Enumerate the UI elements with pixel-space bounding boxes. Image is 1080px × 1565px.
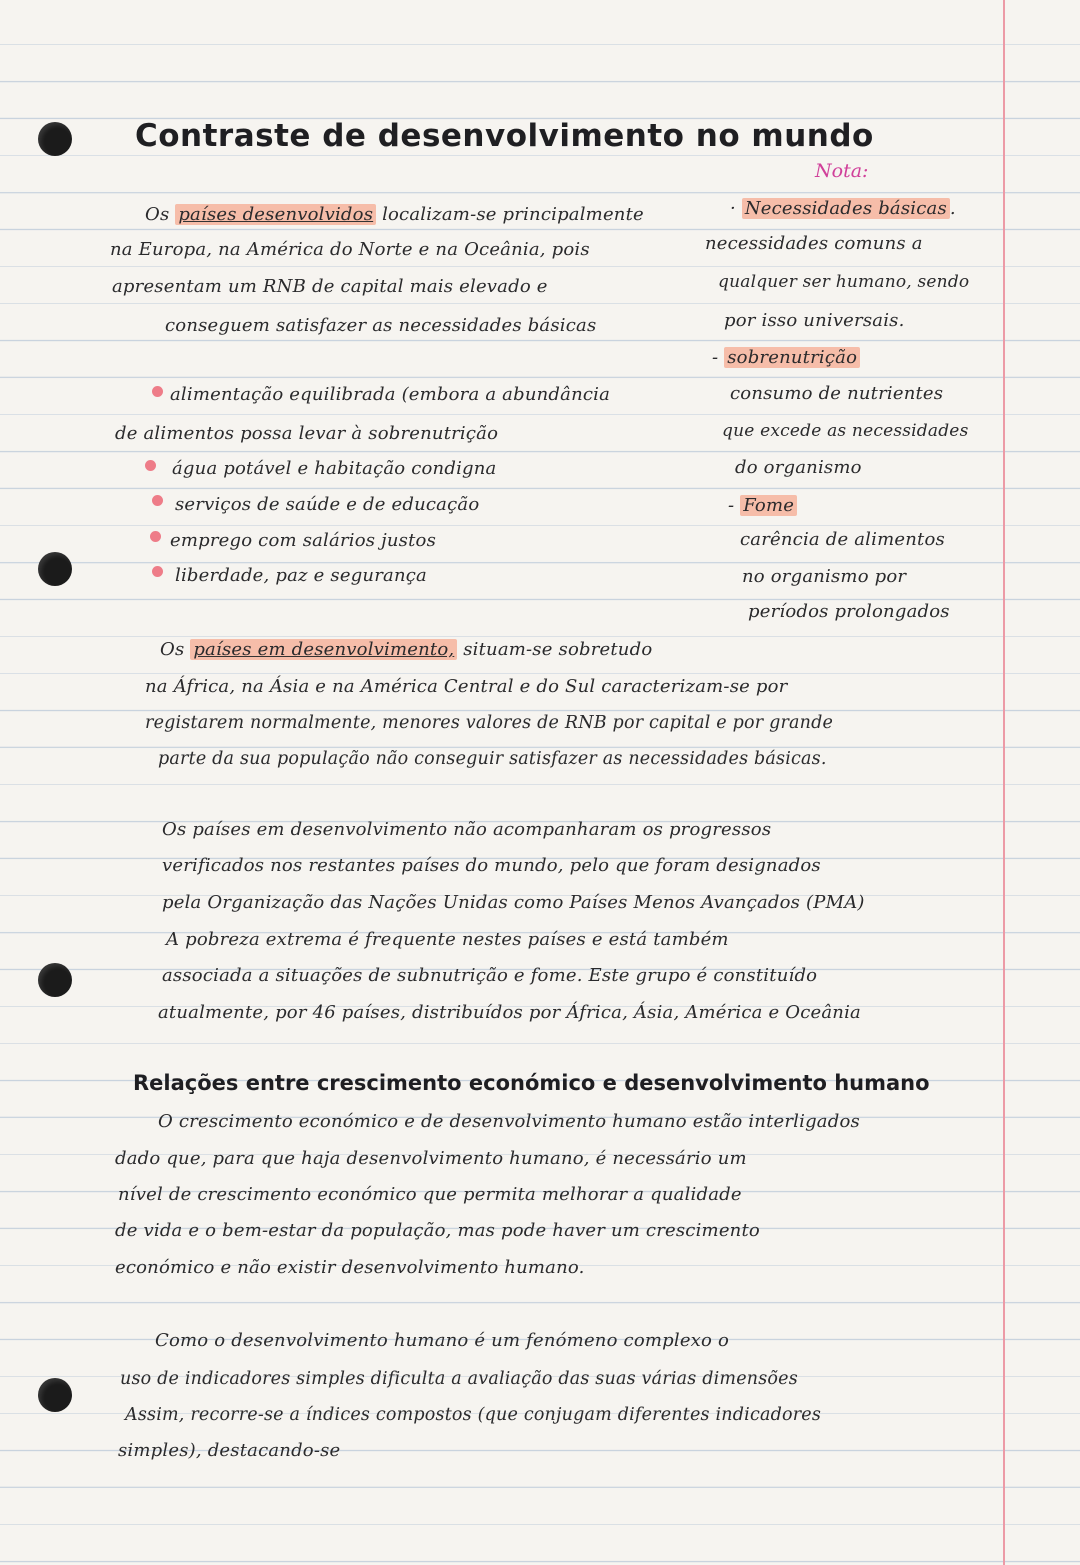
note-line: qualquer ser humano, sendo: [718, 272, 970, 292]
relations-line: dado que, para que haja desenvolvimento humano, é necessário um: [115, 1148, 747, 1169]
note-line: consumo de nutrientes: [730, 383, 944, 404]
note-line: necessidades comuns a: [705, 233, 923, 254]
developing-line-2: na África, na Ásia e na América Central e do Sul caracterizam-se por: [145, 676, 788, 697]
note-line: por isso universais.: [724, 310, 905, 331]
note-line: no organismo por: [742, 566, 907, 587]
note-line: que excede as necessidades: [722, 421, 969, 441]
developing-line-4: parte da sua população não conseguir satisfazer as necessidades básicas.: [158, 749, 827, 769]
pma-line: verificados nos restantes países do mundo, pelo que foram designados: [162, 855, 821, 876]
pma-line: Os países em desenvolvimento não acompanharam os progressos: [162, 819, 772, 840]
pma-line: pela Organização das Nações Unidas como Países Menos Avançados (PMA): [162, 892, 865, 913]
pma-line: A pobreza extrema é frequente nestes países e está também: [166, 929, 729, 950]
developing-line-3: registarem normalmente, menores valores de RNB por capital e por grande: [145, 713, 834, 733]
note-term-basic-needs: · Necessidades básicas .: [730, 198, 956, 219]
indicators-line: Como o desenvolvimento humano é um fenómeno complexo o: [155, 1330, 730, 1351]
margin-line: [1003, 0, 1005, 1565]
note-term-overnutrition: - sobrenutrição: [712, 340, 860, 376]
relations-line: económico e não existir desenvolvimento humano.: [115, 1257, 585, 1278]
bullet-icon: [150, 531, 161, 542]
punch-hole: [38, 963, 72, 997]
note-line: períodos prolongados: [748, 601, 950, 622]
developed-line-3: apresentam um RNB de capital mais elevado e: [112, 276, 548, 297]
bullet-icon: [152, 386, 163, 397]
needs-item: alimentação equilibrada (embora a abundância: [170, 384, 611, 405]
note-line: do organismo: [735, 457, 862, 478]
note-line: carência de alimentos: [740, 529, 945, 550]
developed-line-2: na Europa, na América do Norte e na Oceânia, pois: [110, 239, 590, 260]
pma-line: atualmente, por 46 países, distribuídos por África, Ásia, América e Oceânia: [158, 1002, 861, 1023]
note-title: Nota:: [815, 160, 869, 182]
developing-line-1: Os países em desenvolvimento, situam-se sobretudo: [160, 639, 653, 660]
bullet-icon: [145, 460, 156, 471]
relations-line: O crescimento económico e de desenvolvimento humano estão interligados: [158, 1111, 860, 1132]
indicators-line: Assim, recorre-se a índices compostos (que conjugam diferentes indicadores: [125, 1405, 822, 1425]
punch-hole: [38, 552, 72, 586]
relations-line: de vida e o bem-estar da população, mas pode haver um crescimento: [115, 1220, 760, 1241]
developed-line-1: Os países desenvolvidos localizam-se principalmente: [145, 204, 644, 225]
needs-item: serviços de saúde e de educação: [175, 494, 480, 515]
developed-line-4: conseguem satisfazer as necessidades básicas: [165, 315, 597, 336]
page-title: Contraste de desenvolvimento no mundo: [135, 118, 874, 154]
punch-hole: [38, 1378, 72, 1412]
bullet-icon: [152, 566, 163, 577]
section-heading: Relações entre crescimento económico e desenvolvimento humano: [133, 1071, 930, 1095]
needs-item-cont: de alimentos possa levar à sobrenutrição: [115, 423, 499, 444]
needs-item: emprego com salários justos: [170, 530, 437, 551]
needs-item: liberdade, paz e segurança: [175, 565, 427, 586]
pma-line: associada a situações de subnutrição e fome. Este grupo é constituído: [162, 965, 818, 986]
note-term-hunger: - Fome: [728, 488, 797, 524]
bullet-icon: [152, 495, 163, 506]
needs-item: água potável e habitação condigna: [172, 458, 497, 479]
indicators-line: simples), destacando-se: [118, 1440, 341, 1461]
indicators-line: uso de indicadores simples dificulta a avaliação das suas várias dimensões: [120, 1369, 798, 1389]
relations-line: nível de crescimento económico que permita melhorar a qualidade: [118, 1184, 742, 1205]
punch-hole: [38, 122, 72, 156]
